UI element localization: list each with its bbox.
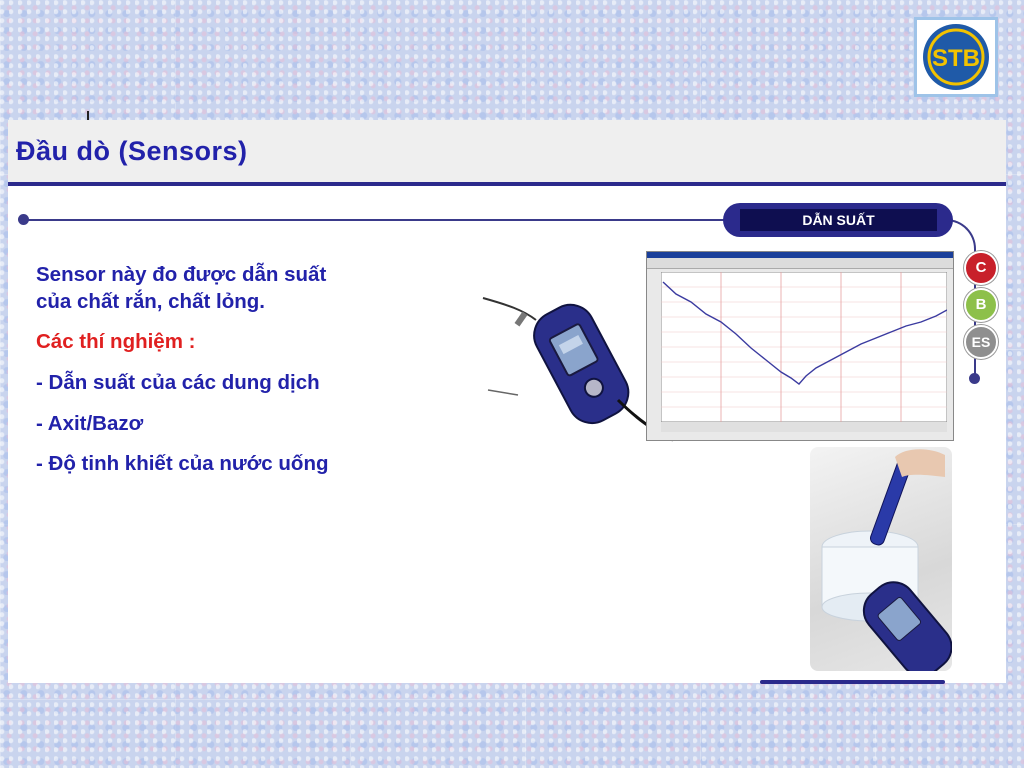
experiment-item-3: - Độ tinh khiết của nước uống <box>36 452 329 476</box>
slide <box>8 120 1006 683</box>
section-tab-label[interactable]: DẪN SUẤT <box>740 209 937 231</box>
description-line-1: Sensor này đo được dẫn suất <box>36 263 327 286</box>
footer-accent-bar <box>760 680 945 684</box>
description <box>36 262 416 315</box>
nav-button-c[interactable]: C <box>964 251 998 285</box>
experiment-item-2: - Axit/Bazơ <box>36 411 144 435</box>
experiments-heading: Các thí nghiệm : <box>36 330 196 354</box>
nav-button-b[interactable]: B <box>964 288 998 322</box>
content-text <box>36 262 416 492</box>
title-band <box>8 120 1006 186</box>
description-line-2: của chất rắn, chất lỏng. <box>36 289 265 313</box>
nav-button-es[interactable]: ES <box>964 325 998 359</box>
experiment-item-1: - Dẫn suất của các dung dịch <box>36 370 320 394</box>
line-end-dot <box>969 373 980 384</box>
logo-emblem-icon <box>914 17 998 97</box>
sensor-in-beaker-photo-icon <box>810 447 952 671</box>
slide-title: Đầu dò (Sensors) <box>16 136 248 166</box>
screenshot-toolbar <box>647 258 953 269</box>
screenshot-plot <box>661 272 947 432</box>
titration-graph-screenshot-icon <box>646 251 954 441</box>
conductivity-sensor-photo-icon <box>478 250 673 450</box>
logo-text: STB <box>932 45 980 72</box>
